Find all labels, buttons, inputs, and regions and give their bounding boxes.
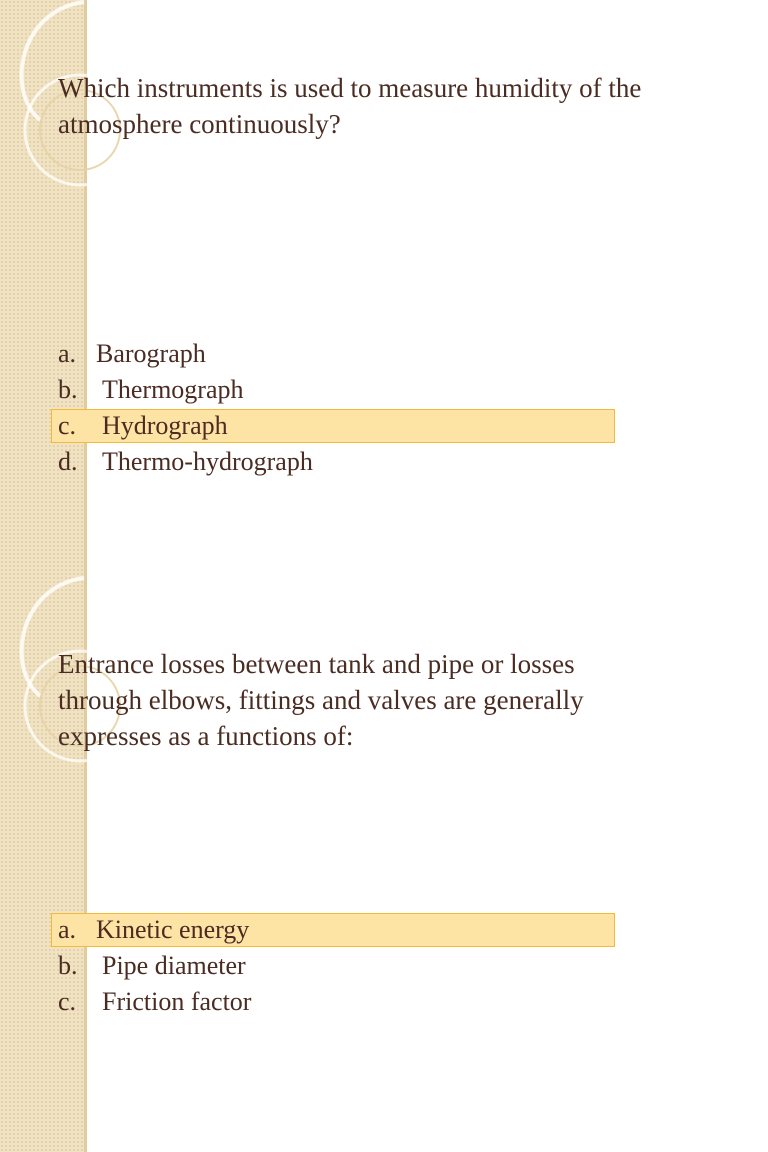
option-text: Kinetic energy [96,915,250,944]
option-a-highlighted[interactable] [58,912,251,948]
option-letter: d. [58,447,78,476]
option-letter: b. [58,375,78,404]
question-text: Entrance losses between tank and pipe or losses through elbows, fittings and valves are generally expresses as a functions of: [58,649,584,751]
option-a[interactable] [58,336,313,372]
answer-options [58,336,313,480]
option-text: Thermograph [102,375,244,404]
option-text: Thermo-hydrograph [102,447,313,476]
answer-options [58,912,251,1020]
option-letter: c. [58,411,77,440]
option-letter: a. [58,915,77,944]
option-letter: a. [58,339,77,368]
option-text: Friction factor [102,987,252,1016]
option-b[interactable] [58,372,313,408]
option-b[interactable] [58,948,251,984]
option-letter: c. [58,987,77,1016]
option-c[interactable] [58,984,251,1020]
question-text: Which instruments is used to measure humidity of the atmosphere continuously? [58,73,642,139]
slide-2 [0,576,768,1152]
option-letter: b. [58,951,78,980]
option-c-highlighted[interactable] [58,408,313,444]
option-text: Hydrograph [102,411,228,440]
option-text: Barograph [96,339,206,368]
option-text: Pipe diameter [102,951,246,980]
option-d[interactable] [58,444,313,480]
